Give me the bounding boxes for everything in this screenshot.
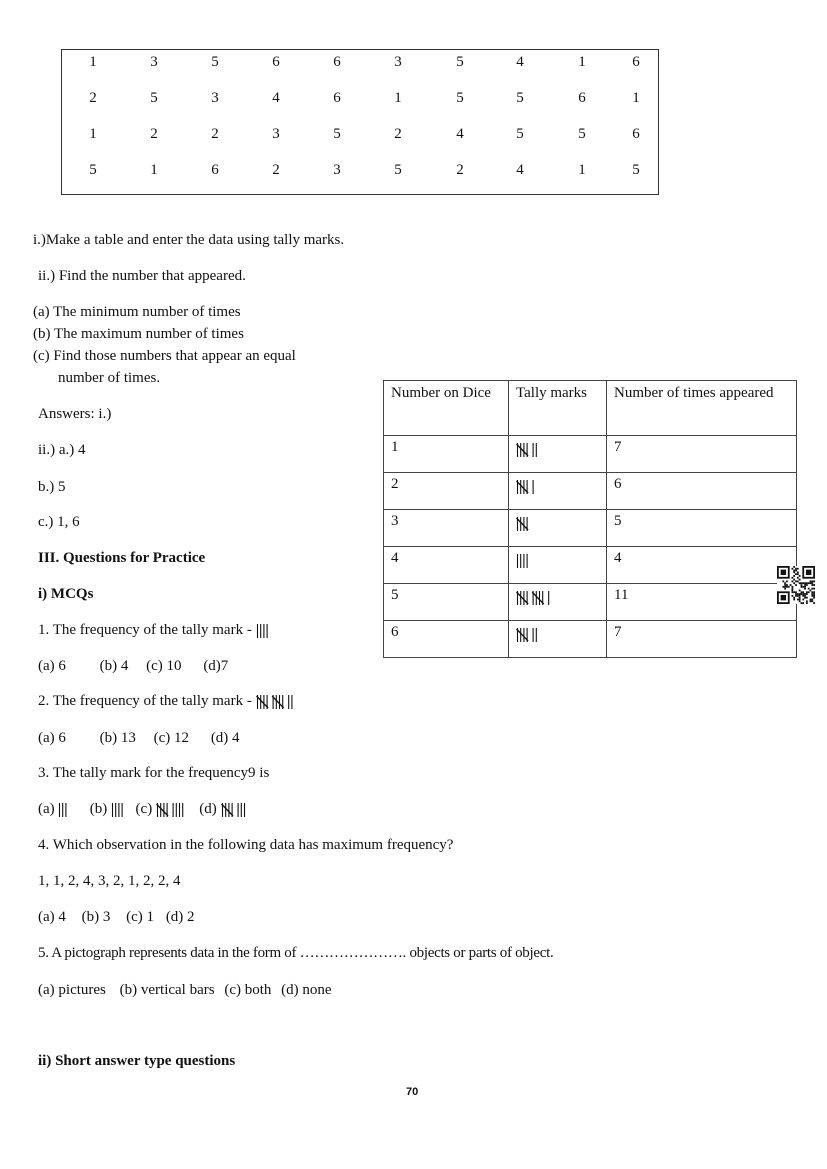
task-a: (a) The minimum number of times bbox=[33, 304, 241, 320]
mcq-3-option-b: (b) bbox=[89, 801, 108, 817]
tally-marks bbox=[516, 479, 540, 495]
dice-number-cell: 4 bbox=[384, 547, 509, 584]
tally-table-header: Number on Dice bbox=[384, 381, 509, 436]
tally-table-row bbox=[384, 584, 797, 621]
dice-data-cell: 3 bbox=[333, 162, 341, 178]
dice-number-cell: 5 bbox=[384, 584, 509, 621]
mcq-5-options bbox=[38, 982, 332, 999]
mcq-3-option-c-tally bbox=[156, 802, 190, 818]
dice-data-cell: 6 bbox=[632, 126, 640, 142]
dice-data-cell: 5 bbox=[211, 54, 219, 70]
dice-data-cell: 1 bbox=[578, 54, 586, 70]
answer-c: c.) 1, 6 bbox=[38, 514, 80, 530]
mcq-2-option-a: (a) 6 bbox=[38, 730, 66, 746]
dice-data-row bbox=[62, 54, 658, 74]
mcq-1-option-d: (d)7 bbox=[203, 658, 229, 674]
dice-data-cell: 4 bbox=[516, 54, 524, 70]
mcq-5-option-a: (a) pictures bbox=[38, 982, 106, 998]
tally-marks-cell bbox=[509, 473, 607, 510]
dice-data-cell: 2 bbox=[211, 126, 219, 142]
dice-data-cell: 5 bbox=[333, 126, 341, 142]
dice-data-cell: 2 bbox=[456, 162, 464, 178]
mcq-1-options bbox=[38, 658, 228, 675]
mcq-4-question: 4. Which observation in the following data has maximum frequency? bbox=[38, 837, 454, 853]
mcq-4-options bbox=[38, 909, 195, 926]
dice-data-cell: 1 bbox=[632, 90, 640, 106]
mcq-2-option-d: (d) 4 bbox=[210, 730, 240, 746]
tally-marks bbox=[516, 516, 537, 532]
dice-data-cell: 1 bbox=[578, 162, 586, 178]
dice-data-cell: 3 bbox=[150, 54, 158, 70]
mcq-5-option-d: (d) none bbox=[281, 982, 332, 998]
task-ii: ii.) Find the number that appeared. bbox=[38, 268, 246, 284]
short-answer-title: ii) Short answer type questions bbox=[38, 1053, 236, 1069]
task-c-line1: (c) Find those numbers that appear an equal bbox=[33, 348, 296, 364]
mcq-4-option-d: (d) 2 bbox=[165, 909, 195, 925]
dice-number-cell: 2 bbox=[384, 473, 509, 510]
times-appeared-cell: 5 bbox=[607, 510, 797, 547]
mcq-3-option-d-tally bbox=[221, 802, 251, 818]
dice-data-cell: 5 bbox=[456, 90, 464, 106]
times-appeared-cell: 7 bbox=[607, 621, 797, 658]
dice-data-cell: 5 bbox=[516, 90, 524, 106]
dice-data-cell: 2 bbox=[272, 162, 280, 178]
dice-data-cell: 5 bbox=[394, 162, 402, 178]
mcq-1-option-a: (a) 6 bbox=[38, 658, 66, 674]
tally-marks-cell bbox=[509, 621, 607, 658]
mcq-2-text: 2. The frequency of the tally mark - bbox=[38, 693, 256, 709]
mcq-3-option-b-tally bbox=[111, 802, 126, 818]
dice-data-row bbox=[62, 162, 658, 182]
tally-table-header: Number of times appeared bbox=[607, 381, 797, 436]
mcq-title: i) MCQs bbox=[38, 586, 94, 602]
dice-data-cell: 3 bbox=[272, 126, 280, 142]
tally-table bbox=[383, 380, 797, 658]
mcq-3-option-c: (c) bbox=[135, 801, 153, 817]
mcq-3-option-a: (a) bbox=[38, 801, 55, 817]
dice-data-cell: 4 bbox=[456, 126, 464, 142]
dice-number-cell: 6 bbox=[384, 621, 509, 658]
mcq-4-option-c: (c) 1 bbox=[126, 909, 155, 925]
dice-data-row bbox=[62, 90, 658, 110]
mcq-2-tally bbox=[256, 694, 302, 710]
dice-data-cell: 2 bbox=[89, 90, 97, 106]
tally-marks bbox=[516, 590, 559, 606]
task-b: (b) The maximum number of times bbox=[33, 326, 244, 342]
mcq-3-option-d: (d) bbox=[199, 801, 217, 817]
mcq-3-option-a-tally bbox=[58, 802, 70, 818]
dice-data-table bbox=[61, 49, 659, 195]
mcq-2-question bbox=[38, 693, 302, 710]
mcq-5-option-c: (c) both bbox=[224, 982, 272, 998]
tally-marks-cell bbox=[509, 436, 607, 473]
dice-data-cell: 3 bbox=[394, 54, 402, 70]
tally-marks-cell bbox=[509, 547, 607, 584]
tally-marks-cell bbox=[509, 584, 607, 621]
dice-data-cell: 6 bbox=[632, 54, 640, 70]
answers-title: Answers: i.) bbox=[38, 406, 112, 422]
dice-data-cell: 3 bbox=[211, 90, 219, 106]
dice-data-cell: 6 bbox=[578, 90, 586, 106]
tally-table-row bbox=[384, 621, 797, 658]
tally-table-header-row bbox=[384, 381, 797, 436]
times-appeared-cell: 7 bbox=[607, 436, 797, 473]
mcq-4-option-a: (a) 4 bbox=[38, 909, 66, 925]
mcq-2-option-c: (c) 12 bbox=[153, 730, 190, 746]
mcq-1-option-b: (b) 4 bbox=[99, 658, 129, 674]
mcq-2-options bbox=[38, 730, 240, 747]
tally-marks bbox=[516, 442, 543, 458]
answer-a: ii.) a.) 4 bbox=[38, 442, 86, 458]
dice-data-cell: 5 bbox=[578, 126, 586, 142]
dice-data-cell: 2 bbox=[150, 126, 158, 142]
dice-data-cell: 6 bbox=[333, 90, 341, 106]
dice-data-cell: 1 bbox=[394, 90, 402, 106]
mcq-3-question: 3. The tally mark for the frequency9 is bbox=[38, 765, 270, 781]
dice-data-cell: 1 bbox=[89, 126, 97, 142]
mcq-4-data: 1, 1, 2, 4, 3, 2, 1, 2, 2, 4 bbox=[38, 873, 181, 889]
dice-data-cell: 4 bbox=[272, 90, 280, 106]
dice-data-cell: 6 bbox=[333, 54, 341, 70]
tally-table-row bbox=[384, 510, 797, 547]
dice-data-cell: 5 bbox=[516, 126, 524, 142]
dice-number-cell: 1 bbox=[384, 436, 509, 473]
mcq-1-option-c: (c) 10 bbox=[146, 658, 182, 674]
dice-data-cell: 5 bbox=[456, 54, 464, 70]
mcq-1-text: 1. The frequency of the tally mark - bbox=[38, 622, 256, 638]
tally-table-row bbox=[384, 436, 797, 473]
dice-data-cell: 5 bbox=[89, 162, 97, 178]
dice-data-cell: 6 bbox=[272, 54, 280, 70]
mcq-3-options bbox=[38, 801, 251, 818]
dice-data-cell: 5 bbox=[150, 90, 158, 106]
page-number: 70 bbox=[406, 1086, 419, 1098]
tally-marks bbox=[516, 627, 543, 643]
mcq-1-tally bbox=[256, 623, 271, 639]
dice-data-cell: 2 bbox=[394, 126, 402, 142]
dice-data-cell: 1 bbox=[150, 162, 158, 178]
mcq-5-question: 5. A pictograph represents data in the form of …………………. objects or parts of object. bbox=[38, 945, 554, 961]
qr-code bbox=[777, 566, 815, 604]
answer-b: b.) 5 bbox=[38, 479, 66, 495]
dice-data-row bbox=[62, 126, 658, 146]
mcq-4-option-b: (b) 3 bbox=[81, 909, 111, 925]
mcq-2-option-b: (b) 13 bbox=[99, 730, 136, 746]
section-title: III. Questions for Practice bbox=[38, 550, 206, 566]
task-c-line2: number of times. bbox=[58, 370, 161, 386]
tally-marks bbox=[516, 553, 531, 569]
times-appeared-cell: 4 bbox=[607, 547, 797, 584]
tally-table-header: Tally marks bbox=[509, 381, 607, 436]
times-appeared-cell: 6 bbox=[607, 473, 797, 510]
task-i: i.)Make a table and enter the data using tally marks. bbox=[33, 232, 345, 248]
tally-marks-cell bbox=[509, 510, 607, 547]
mcq-5-option-b: (b) vertical bars bbox=[119, 982, 215, 998]
dice-data-cell: 4 bbox=[516, 162, 524, 178]
dice-data-cell: 5 bbox=[632, 162, 640, 178]
dice-number-cell: 3 bbox=[384, 510, 509, 547]
dice-data-cell: 1 bbox=[89, 54, 97, 70]
mcq-1-question bbox=[38, 622, 270, 639]
dice-data-cell: 6 bbox=[211, 162, 219, 178]
times-appeared-cell: 11 bbox=[607, 584, 797, 621]
tally-table-row bbox=[384, 473, 797, 510]
tally-table-row bbox=[384, 547, 797, 584]
